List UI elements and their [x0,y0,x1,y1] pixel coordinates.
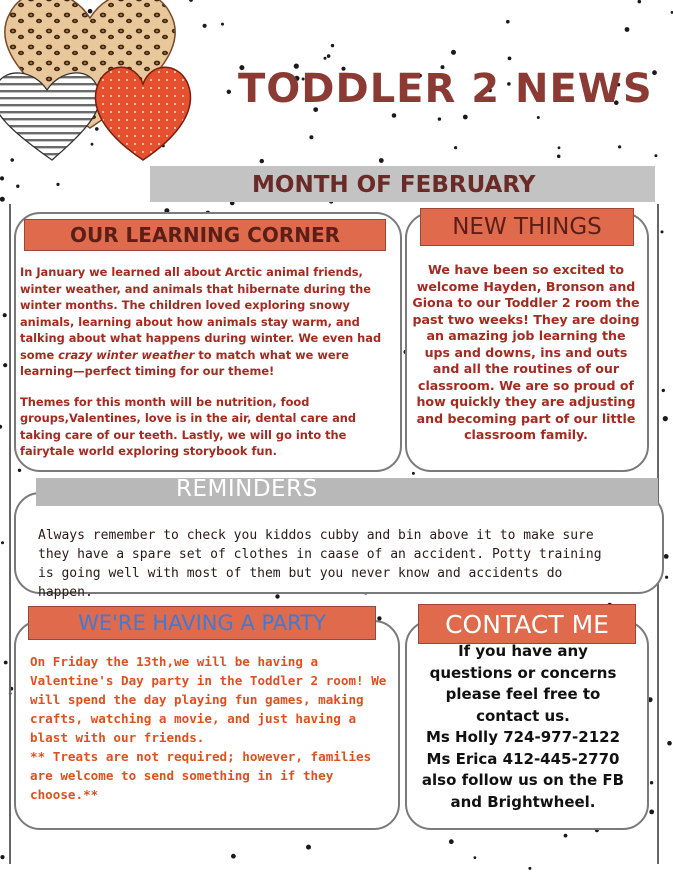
polka-dot [506,20,510,24]
newsletter-title: TODDLER 2 NEWS [238,66,653,112]
polka-dot [309,135,313,139]
contact-text [416,641,630,813]
polka-dot [56,183,59,186]
polka-dot [638,0,642,3]
polka-dot [0,176,4,180]
contact-intro: If you have any questions or concerns please feel free to contact us. [429,642,617,725]
party-note: ** Treats are not required; however, families are welcome to send something in if they choose.** [30,749,372,802]
reminders-heading: REMINDERS [176,476,318,502]
polka-dot [618,145,621,148]
polka-dot [662,389,665,392]
contact-heading: CONTACT ME [418,604,636,644]
polka-dot [558,146,561,149]
learning-corner-text [20,264,388,474]
polka-dot [327,54,331,58]
polka-dot [652,70,657,75]
polka-dot [625,27,630,32]
polka-dot [664,554,669,559]
polka-dot [557,155,561,159]
new-things-text: We have been so excited to welcome Hayden, Bronson and Giona to our Toddler 2 room the past two weeks! They are doing an amazing job learning the ups and downs, ins and outs and all the routines of our classroom. We are so proud of how quickly they are adjusting and becoming part of our little classroom family. [412,262,640,442]
month-label: MONTH OF FEBRUARY [252,172,536,198]
learning-p1-end: to match what we were learning—perfect timing for our theme! [20,347,349,378]
polka-dot [454,146,457,149]
polka-dot [16,185,19,188]
learning-p1-emphasis: crazy winter weather [58,347,195,362]
polka-dot [0,855,4,859]
polka-dot [324,57,327,60]
new-things-heading: NEW THINGS [420,208,634,246]
learning-p2: Themes for this month will be nutrition, food groups,Valentines, love is in the air, dental care and taking care of our teeth. Lastly, we will go into the fairytale world exploring storybook fun. [20,394,357,458]
polka-dot [661,230,664,233]
contact-erica: Ms Erica 412-445-2770 [426,749,620,768]
reminders-text: Always remember to check you kiddos cubby and bin above it to make sure they have a spare set of clothes in caase of an accident. Potty training is going well with most of them but you never know and accidents do happen. [38,528,602,600]
reminders-banner [36,478,658,506]
polka-dot [663,416,668,421]
polka-dot [221,23,224,26]
polka-dot [667,741,672,746]
polka-dot [508,57,512,61]
polka-dot [203,24,207,28]
polka-dot [227,90,231,94]
party-details: On Friday the 13th,we will be having a Valentine's Day party in the Toddler 2 room! We will spend the day playing fun games, making crafts, watching a movie, and just having a blast with our friends. [30,654,387,745]
polka-dot [463,115,468,120]
party-heading: WE'RE HAVING A PARTY [28,606,376,640]
polka-dot [654,154,657,157]
polka-dot [392,113,397,118]
polka-dot [528,867,531,870]
polka-dot [4,661,8,665]
polka-dot [438,117,441,120]
polka-dot [331,44,334,47]
polka-dot [0,425,2,429]
learning-corner-heading: OUR LEARNING CORNER [24,219,386,251]
polka-dot [3,313,7,317]
learning-p1-start: In January we learned all about Arctic animal friends, winter weather, and animals that hibernate during the winter months. The children loved exploring snowy animals, learning about how animals stay warm, and talking about what happens during winter. We even had some [20,265,382,362]
party-text [30,652,390,804]
contact-social: also follow us on the FB and Brightwheel. [421,771,625,811]
polka-dot [451,50,456,55]
contact-holly: Ms Holly 724-977-2122 [425,728,621,746]
polka-dot [665,576,668,579]
hearts-illustration [0,0,200,170]
polka-dot [379,158,384,163]
polka-dot [260,159,264,163]
polka-dot [3,363,7,367]
polka-dot [537,116,540,119]
polka-dot [1,541,4,544]
polka-dot [0,197,5,202]
